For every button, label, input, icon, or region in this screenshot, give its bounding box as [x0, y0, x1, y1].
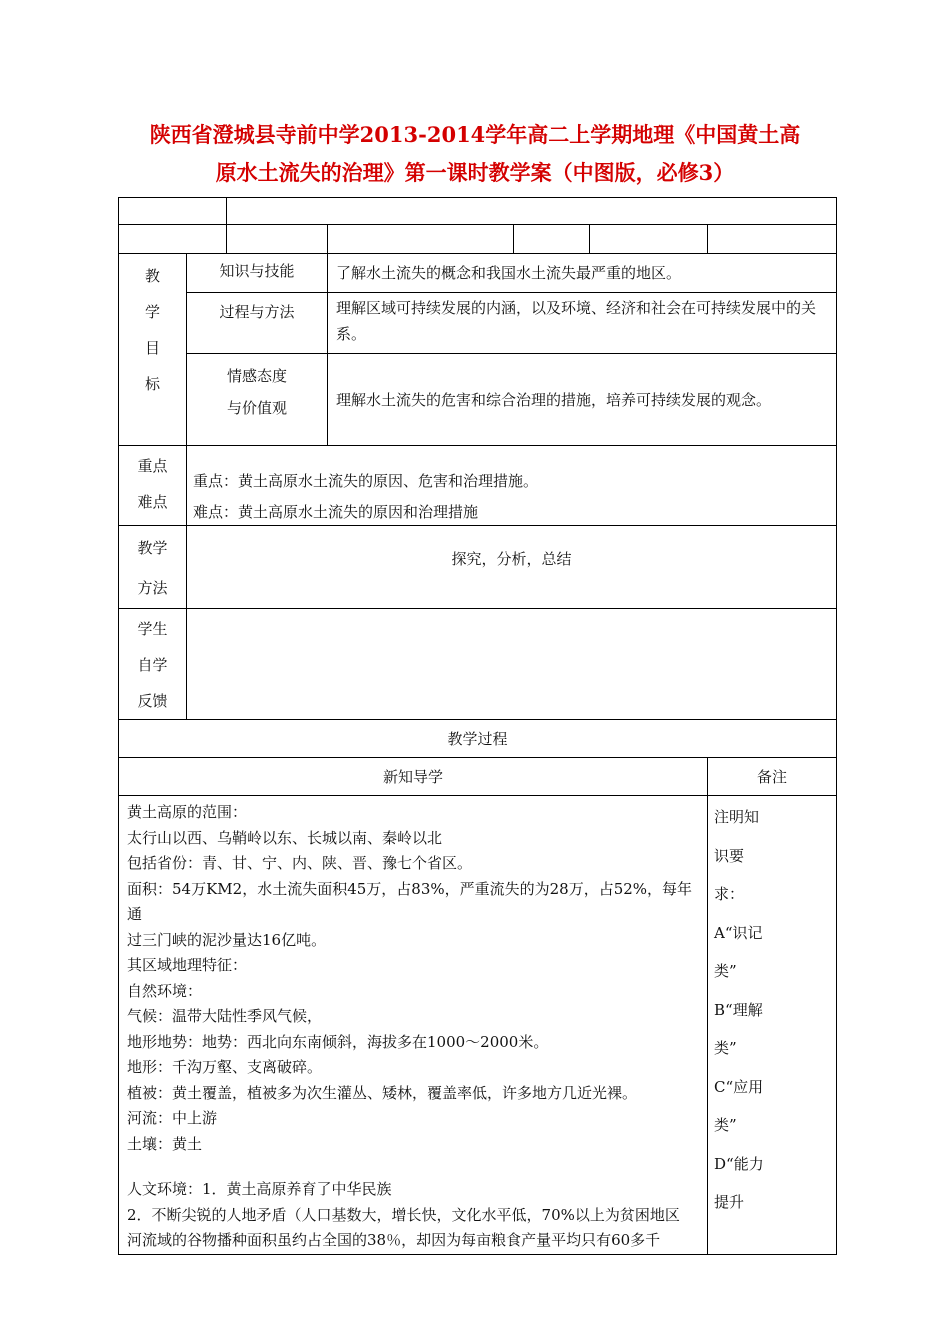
method-label-line: 教学	[137, 539, 168, 557]
blank-cell	[514, 225, 590, 254]
header-row-2	[119, 225, 837, 254]
main-content	[119, 796, 708, 1255]
key-points-row	[119, 446, 837, 526]
objective-row-attitude	[119, 354, 837, 446]
note-line: 类”	[714, 1116, 737, 1134]
objective-name	[187, 354, 328, 446]
content-line: 地形：千沟万壑、支离破碎。	[127, 1058, 323, 1076]
content-row	[119, 796, 837, 1255]
blank-cell	[590, 225, 708, 254]
note-line: 类”	[714, 962, 737, 980]
objective-name: 知识与技能	[187, 254, 328, 293]
note-line: 识要	[714, 846, 745, 865]
method-row	[119, 526, 837, 609]
objective-name: 过程与方法	[187, 293, 328, 354]
main-column-header: 新知导学	[119, 758, 708, 796]
document-title-line-2: 原水土流失的治理》第一课时教学案（中图版，必修3）	[215, 160, 735, 185]
feedback-label	[119, 609, 187, 720]
objective-row-process	[119, 293, 837, 354]
content-line: 过三门峡的泥沙量达16亿吨。	[127, 930, 327, 949]
objective-content: 理解区域可持续发展的内涵，以及环境、经济和社会在可持续发展中的关系。	[328, 293, 837, 354]
key-points-content	[187, 446, 837, 526]
objective-name-line: 与价值观	[226, 399, 287, 417]
note-line: 类”	[714, 1039, 737, 1057]
method-label	[119, 526, 187, 609]
content-line: 其区域地理特征：	[127, 956, 248, 974]
feedback-label-line: 反馈	[137, 692, 168, 710]
content-line: 河流域的谷物播种面积虽约占全国的38％，却因为每亩粮食产量平均只有60多千	[127, 1231, 661, 1249]
note-line: B“理解	[714, 1000, 763, 1019]
blank-cell	[708, 225, 837, 254]
notes-content	[708, 796, 837, 1255]
column-header-row	[119, 758, 837, 796]
difficult-point-text: 难点：黄土高原水土流失的原因和治理措施	[193, 503, 479, 521]
process-header: 教学过程	[119, 720, 837, 758]
note-line: 提升	[714, 1193, 745, 1211]
feedback-row	[119, 609, 837, 720]
note-line: A“识记	[714, 923, 763, 942]
key-points-label-line: 重点	[137, 457, 168, 475]
header-row-1	[119, 198, 837, 225]
content-line: 河流：中上游	[127, 1109, 218, 1127]
content-line: 黄土高原的范围：	[127, 803, 248, 821]
objectives-label-char: 目	[144, 339, 160, 357]
feedback-content	[187, 609, 837, 720]
note-line: D“能力	[714, 1154, 764, 1173]
objective-content: 了解水土流失的概念和我国水土流失最严重的地区。	[328, 254, 837, 293]
content-line: 面积：54万KM2，水土流失面积45万，占83%，严重流失的为28万，占52%，每年通	[127, 879, 693, 923]
feedback-label-line: 自学	[137, 656, 168, 674]
objectives-label-char: 教	[144, 267, 160, 285]
document-title-line-1: 陕西省澄城县寺前中学2013-2014学年高二上学期地理《中国黄土高	[149, 122, 801, 147]
content-line: 包括省份：青、甘、宁、内、陕、晋、豫七个省区。	[127, 854, 473, 872]
content-line: 2．不断尖锐的人地矛盾（人口基数大，增长快，文化水平低，70%以上为贫困地区	[127, 1205, 680, 1224]
key-point-text: 重点：黄土高原水土流失的原因、危害和治理措施。	[193, 472, 539, 490]
objective-row-knowledge	[119, 254, 837, 293]
objectives-label-char: 学	[144, 303, 160, 321]
lesson-plan-table	[118, 197, 837, 1255]
blank-cell	[119, 225, 227, 254]
method-label-line: 方法	[137, 579, 168, 597]
objective-content: 理解水土流失的危害和综合治理的措施，培养可持续发展的观念。	[328, 354, 837, 446]
content-line: 地形地势：地势：西北向东南倾斜，海拔多在1000～2000米。	[127, 1032, 549, 1051]
note-line: C“应用	[714, 1077, 764, 1096]
content-line: 气候：温带大陆性季风气候，	[127, 1007, 323, 1025]
blank-cell	[227, 198, 837, 225]
key-points-label	[119, 446, 187, 526]
blank-cell	[119, 198, 227, 225]
objective-name-line: 情感态度	[226, 367, 287, 385]
method-content: 探究，分析，总结	[187, 526, 837, 609]
content-line: 太行山以西、乌鞘岭以东、长城以南、秦岭以北	[127, 828, 443, 847]
feedback-label-line: 学生	[137, 620, 168, 638]
content-line: 植被：黄土覆盖，植被多为次生灌丛、矮林，覆盖率低，许多地方几近光裸。	[127, 1083, 638, 1102]
notes-column-header: 备注	[708, 758, 837, 796]
note-line: 注明知	[714, 808, 760, 826]
objectives-label-char: 标	[144, 375, 160, 393]
key-points-label-line: 难点	[137, 493, 168, 511]
objectives-label	[119, 254, 187, 446]
content-line: 土壤：黄土	[127, 1134, 203, 1153]
content-line: 自然环境：	[127, 981, 203, 1000]
blank-cell	[227, 225, 328, 254]
blank-cell	[328, 225, 514, 254]
content-line: 人文环境：1．黄土高原养育了中华民族	[127, 1180, 392, 1198]
process-header-row	[119, 720, 837, 758]
note-line: 求：	[714, 885, 745, 903]
content-line-blank	[127, 1157, 703, 1177]
